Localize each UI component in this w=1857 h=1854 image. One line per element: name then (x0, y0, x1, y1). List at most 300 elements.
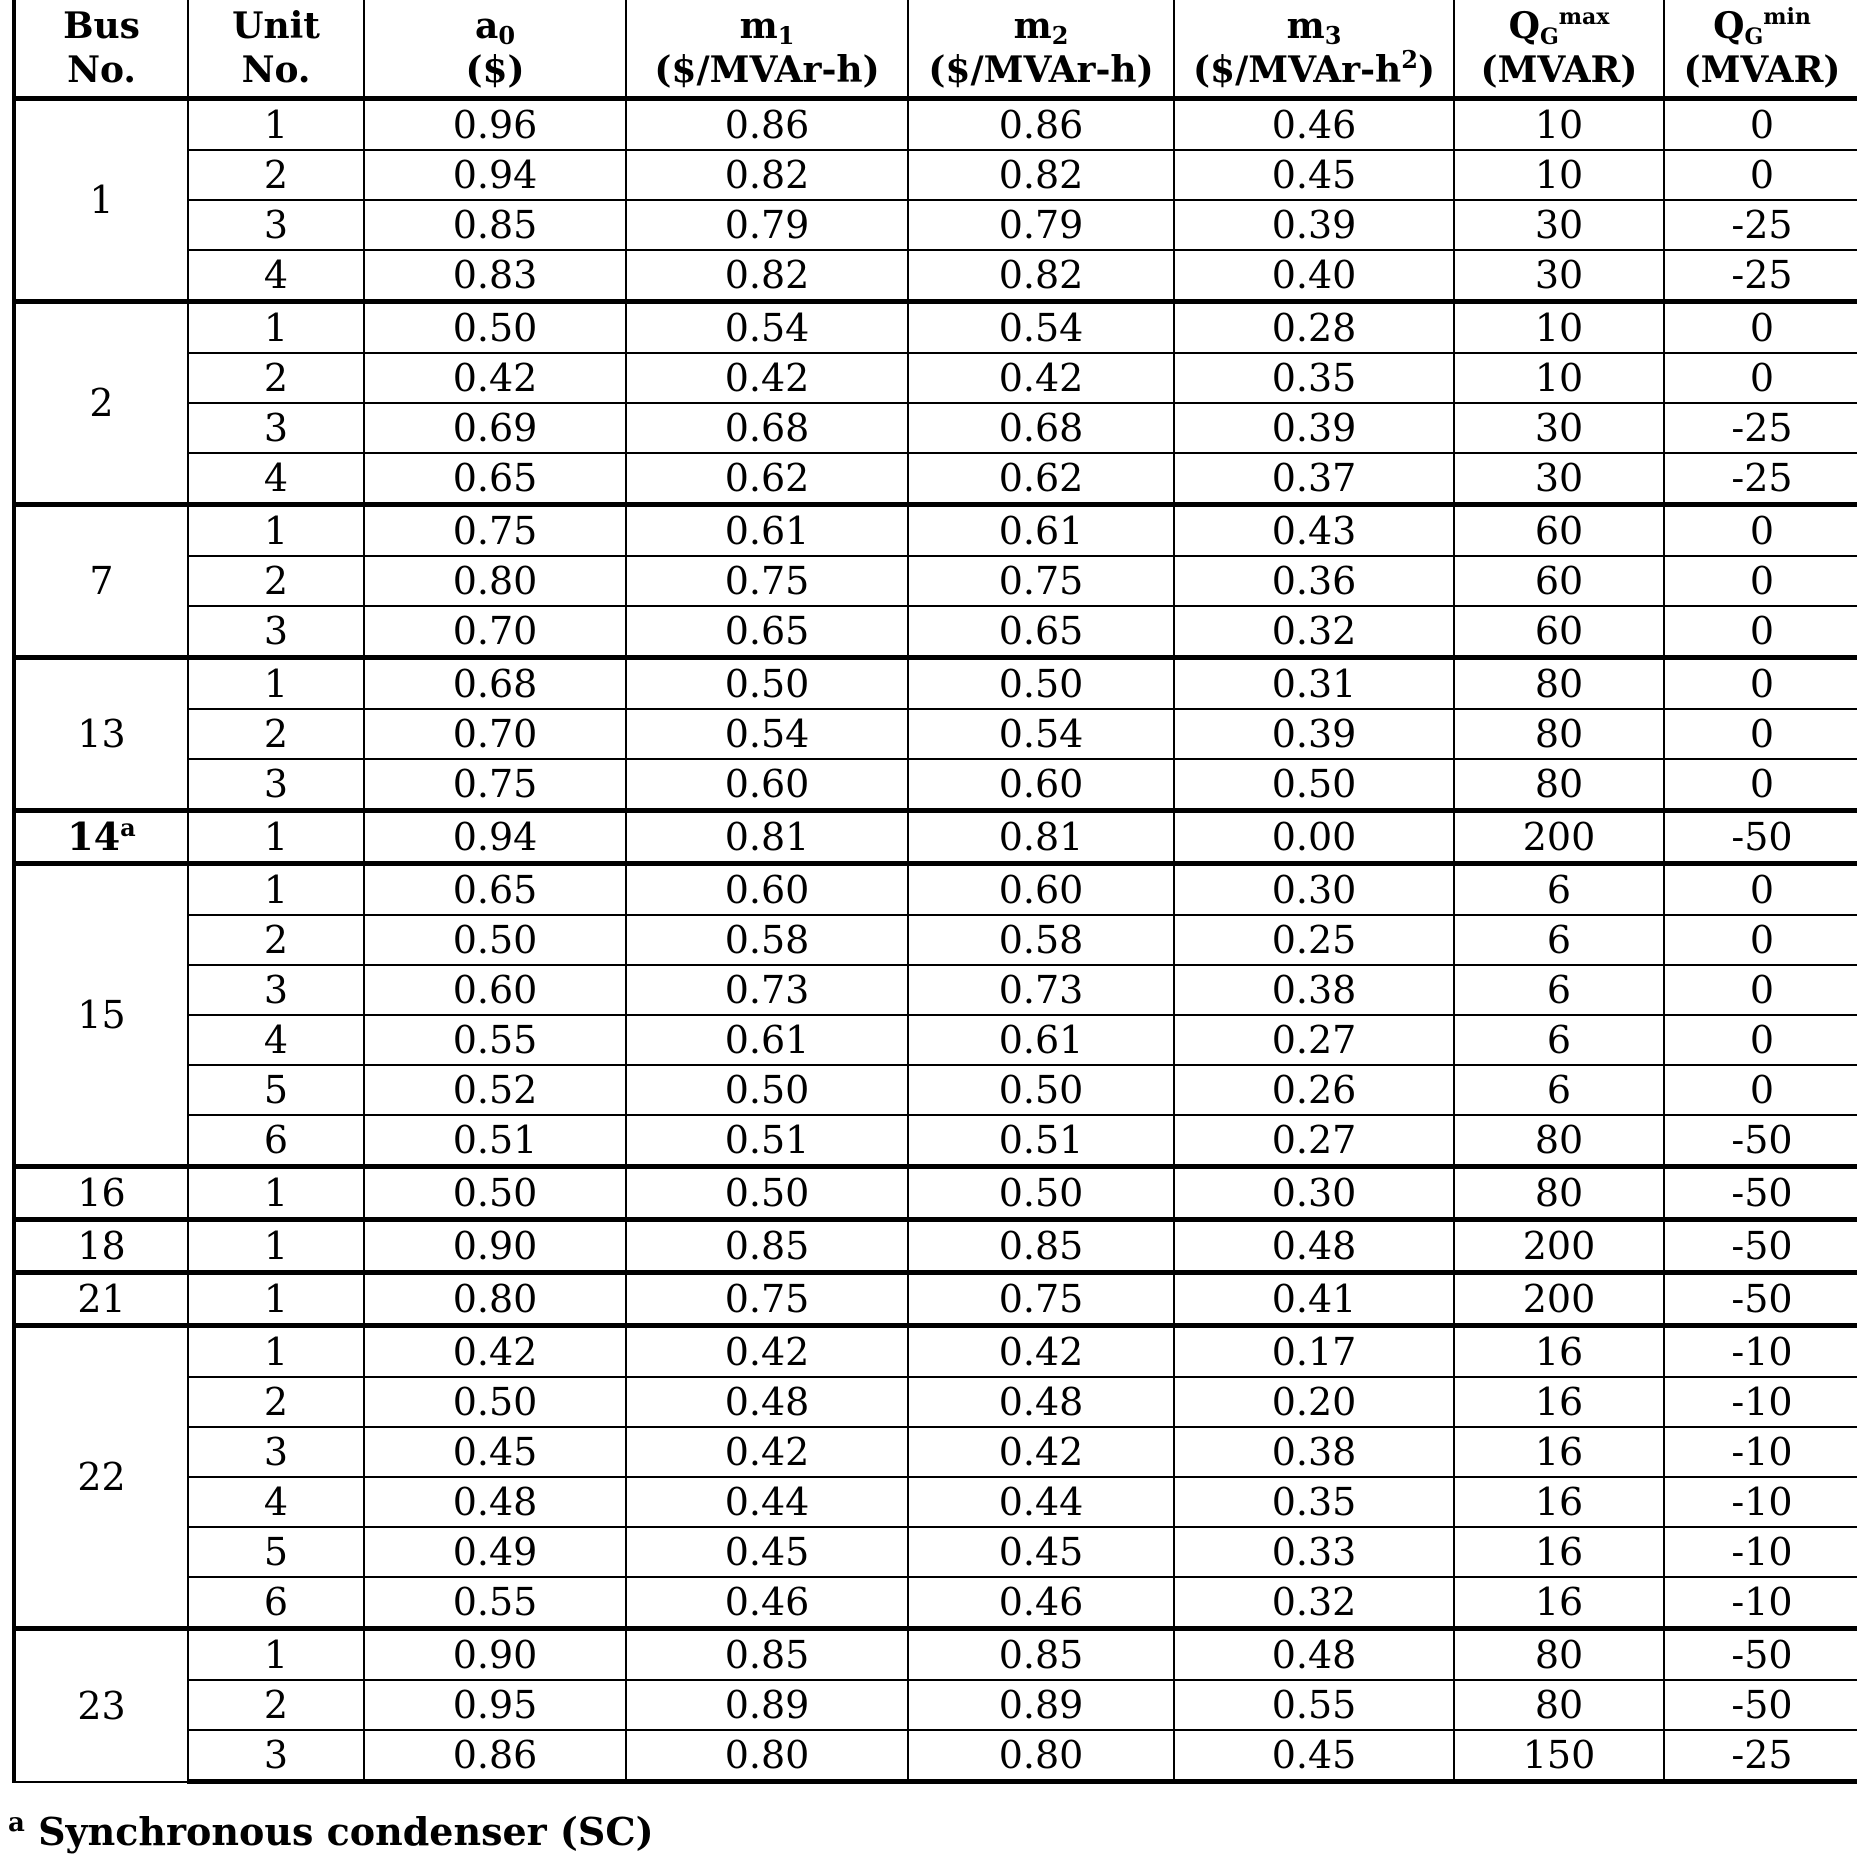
a0-cell: 0.96 (364, 99, 626, 151)
header-m3-sub: 3 (1324, 21, 1342, 50)
m3-cell: 0.17 (1174, 1326, 1454, 1378)
m2-cell: 0.86 (908, 99, 1174, 151)
qg-max-cell: 80 (1454, 1680, 1664, 1730)
bus-no-cell (14, 658, 188, 811)
bus-no-cell (14, 811, 188, 864)
m3-cell: 0.20 (1174, 1377, 1454, 1427)
qg-max-cell: 200 (1454, 1273, 1664, 1326)
table-row (14, 99, 1857, 151)
m2-cell: 0.68 (908, 403, 1174, 453)
qg-min-cell: 0 (1664, 505, 1857, 557)
qg-max-cell: 60 (1454, 505, 1664, 557)
header-qmax-symbol: Q (1508, 5, 1540, 47)
a0-cell: 0.94 (364, 811, 626, 864)
m1-cell: 0.79 (626, 200, 908, 250)
m1-cell: 0.45 (626, 1527, 908, 1577)
m3-cell: 0.55 (1174, 1680, 1454, 1730)
table-row (14, 1629, 1857, 1681)
m2-cell: 0.46 (908, 1577, 1174, 1629)
m2-cell: 0.54 (908, 302, 1174, 354)
a0-cell: 0.65 (364, 864, 626, 916)
header-qmin-sub: G (1744, 24, 1764, 50)
qg-min-cell: -50 (1664, 1167, 1857, 1220)
header-qmin-sup: min (1763, 4, 1811, 30)
qg-min-cell: 0 (1664, 864, 1857, 916)
table-row (14, 403, 1857, 453)
unit-no-cell: 1 (188, 505, 364, 557)
m2-cell: 0.73 (908, 965, 1174, 1015)
m3-cell: 0.00 (1174, 811, 1454, 864)
m1-cell: 0.44 (626, 1477, 908, 1527)
qg-min-cell: -10 (1664, 1377, 1857, 1427)
table-row (14, 200, 1857, 250)
bus-no-cell (14, 1167, 188, 1220)
bus-no: 13 (77, 712, 126, 756)
qg-min-cell: -25 (1664, 453, 1857, 505)
m3-cell: 0.40 (1174, 250, 1454, 302)
a0-cell: 0.90 (364, 1220, 626, 1273)
a0-cell: 0.80 (364, 1273, 626, 1326)
m1-cell: 0.54 (626, 302, 908, 354)
m1-cell: 0.50 (626, 1065, 908, 1115)
header-m3-unit: ($/MVAr-h (1193, 49, 1402, 91)
table-row (14, 1577, 1857, 1629)
header-m2-unit: ($/MVAr-h) (928, 49, 1154, 91)
header-qmin-unit: (MVAR) (1683, 49, 1841, 91)
m3-cell: 0.26 (1174, 1065, 1454, 1115)
m2-cell: 0.54 (908, 709, 1174, 759)
qg-max-cell: 16 (1454, 1477, 1664, 1527)
table-row (14, 1273, 1857, 1326)
m3-cell: 0.38 (1174, 965, 1454, 1015)
qg-max-cell: 16 (1454, 1377, 1664, 1427)
header-m3-symbol: m (1286, 5, 1325, 47)
qg-min-cell: -50 (1664, 1273, 1857, 1326)
qg-max-cell: 80 (1454, 658, 1664, 710)
table-row (14, 505, 1857, 557)
m2-cell: 0.61 (908, 1015, 1174, 1065)
a0-cell: 0.69 (364, 403, 626, 453)
qg-max-cell: 80 (1454, 1115, 1664, 1167)
m3-cell: 0.38 (1174, 1427, 1454, 1477)
header-a0-symbol: a (474, 5, 499, 47)
m3-cell: 0.32 (1174, 606, 1454, 658)
table-row (14, 1065, 1857, 1115)
m2-cell: 0.82 (908, 150, 1174, 200)
qg-min-cell: 0 (1664, 759, 1857, 811)
qg-max-cell: 30 (1454, 403, 1664, 453)
m2-cell: 0.80 (908, 1730, 1174, 1782)
m3-cell: 0.39 (1174, 709, 1454, 759)
a0-cell: 0.49 (364, 1527, 626, 1577)
m2-cell: 0.42 (908, 353, 1174, 403)
table-row (14, 1377, 1857, 1427)
a0-cell: 0.42 (364, 1326, 626, 1378)
m1-cell: 0.86 (626, 99, 908, 151)
unit-no-cell: 2 (188, 709, 364, 759)
m1-cell: 0.54 (626, 709, 908, 759)
m2-cell: 0.82 (908, 250, 1174, 302)
qg-max-cell: 6 (1454, 965, 1664, 1015)
m1-cell: 0.85 (626, 1629, 908, 1681)
header-unit-line2: No. (241, 49, 311, 91)
a0-cell: 0.45 (364, 1427, 626, 1477)
a0-cell: 0.80 (364, 556, 626, 606)
table-row (14, 353, 1857, 403)
m2-cell: 0.42 (908, 1427, 1174, 1477)
qg-min-cell: 0 (1664, 99, 1857, 151)
header-a0-sub: 0 (498, 21, 516, 50)
m3-cell: 0.27 (1174, 1115, 1454, 1167)
header-qmax-sup: max (1558, 4, 1610, 30)
unit-no-cell: 5 (188, 1527, 364, 1577)
qg-max-cell: 30 (1454, 453, 1664, 505)
a0-cell: 0.60 (364, 965, 626, 1015)
m1-cell: 0.50 (626, 1167, 908, 1220)
qg-min-cell: -25 (1664, 1730, 1857, 1782)
a0-cell: 0.85 (364, 200, 626, 250)
m1-cell: 0.89 (626, 1680, 908, 1730)
qg-max-cell: 10 (1454, 353, 1664, 403)
qg-min-cell: -50 (1664, 811, 1857, 864)
m3-cell: 0.39 (1174, 200, 1454, 250)
qg-min-cell: 0 (1664, 606, 1857, 658)
m1-cell: 0.48 (626, 1377, 908, 1427)
unit-no-cell: 2 (188, 1680, 364, 1730)
table-row (14, 965, 1857, 1015)
unit-no-cell: 6 (188, 1115, 364, 1167)
a0-cell: 0.90 (364, 1629, 626, 1681)
qg-max-cell: 80 (1454, 1167, 1664, 1220)
m3-cell: 0.45 (1174, 150, 1454, 200)
m2-cell: 0.79 (908, 200, 1174, 250)
m3-cell: 0.35 (1174, 353, 1454, 403)
unit-no-cell: 3 (188, 759, 364, 811)
m1-cell: 0.85 (626, 1220, 908, 1273)
m1-cell: 0.75 (626, 1273, 908, 1326)
m3-cell: 0.35 (1174, 1477, 1454, 1527)
m2-cell: 0.50 (908, 1065, 1174, 1115)
header-row (14, 0, 1857, 99)
qg-min-cell: -50 (1664, 1629, 1857, 1681)
bus-no-cell (14, 302, 188, 505)
m2-cell: 0.65 (908, 606, 1174, 658)
m2-cell: 0.81 (908, 811, 1174, 864)
m2-cell: 0.85 (908, 1220, 1174, 1273)
bus-no-cell (14, 505, 188, 658)
m3-cell: 0.30 (1174, 1167, 1454, 1220)
unit-no-cell: 2 (188, 1377, 364, 1427)
qg-min-cell: -10 (1664, 1477, 1857, 1527)
footnote-text: Synchronous condenser (SC) (38, 1809, 654, 1854)
a0-cell: 0.86 (364, 1730, 626, 1782)
a0-cell: 0.75 (364, 759, 626, 811)
table-row (14, 606, 1857, 658)
bus-no-cell (14, 1629, 188, 1782)
qg-max-cell: 80 (1454, 1629, 1664, 1681)
a0-cell: 0.70 (364, 606, 626, 658)
m1-cell: 0.62 (626, 453, 908, 505)
table-row (14, 864, 1857, 916)
qg-min-cell: -10 (1664, 1427, 1857, 1477)
header-m3-unit-close: ) (1417, 49, 1435, 91)
qg-min-cell: 0 (1664, 556, 1857, 606)
table-row (14, 453, 1857, 505)
m1-cell: 0.42 (626, 1427, 908, 1477)
header-unit-line1: Unit (232, 5, 320, 47)
bus-no-cell (14, 1273, 188, 1326)
m1-cell: 0.68 (626, 403, 908, 453)
m1-cell: 0.60 (626, 864, 908, 916)
qg-max-cell: 16 (1454, 1326, 1664, 1378)
qg-min-cell: 0 (1664, 658, 1857, 710)
header-qmax-sub: G (1539, 24, 1559, 50)
table-row (14, 1680, 1857, 1730)
qg-min-cell: 0 (1664, 1015, 1857, 1065)
qg-max-cell: 200 (1454, 811, 1664, 864)
unit-no-cell: 2 (188, 915, 364, 965)
qg-max-cell: 10 (1454, 302, 1664, 354)
a0-cell: 0.83 (364, 250, 626, 302)
table-row (14, 811, 1857, 864)
table-row (14, 1477, 1857, 1527)
m2-cell: 0.45 (908, 1527, 1174, 1577)
m2-cell: 0.60 (908, 759, 1174, 811)
qg-max-cell: 6 (1454, 915, 1664, 965)
qg-min-cell: -10 (1664, 1527, 1857, 1577)
unit-no-cell: 3 (188, 606, 364, 658)
unit-no-cell: 2 (188, 556, 364, 606)
header-bus-line1: Bus (63, 5, 140, 47)
m1-cell: 0.46 (626, 1577, 908, 1629)
a0-cell: 0.94 (364, 150, 626, 200)
m3-cell: 0.46 (1174, 99, 1454, 151)
qg-max-cell: 6 (1454, 1015, 1664, 1065)
table-row (14, 1427, 1857, 1477)
header-m3 (1174, 0, 1454, 99)
qg-max-cell: 10 (1454, 150, 1664, 200)
table-row (14, 556, 1857, 606)
qg-max-cell: 80 (1454, 709, 1664, 759)
a0-cell: 0.65 (364, 453, 626, 505)
m3-cell: 0.32 (1174, 1577, 1454, 1629)
header-qmax-unit: (MVAR) (1480, 49, 1638, 91)
qg-min-cell: -50 (1664, 1115, 1857, 1167)
qg-max-cell: 200 (1454, 1220, 1664, 1273)
qg-max-cell: 30 (1454, 200, 1664, 250)
bus-no: 23 (77, 1683, 126, 1728)
unit-no-cell: 5 (188, 1065, 364, 1115)
m3-cell: 0.43 (1174, 505, 1454, 557)
m2-cell: 0.85 (908, 1629, 1174, 1681)
unit-no-cell: 1 (188, 1326, 364, 1378)
m1-cell: 0.73 (626, 965, 908, 1015)
bus-no: 2 (89, 381, 114, 425)
a0-cell: 0.50 (364, 1167, 626, 1220)
unit-no-cell: 3 (188, 403, 364, 453)
bus-no: 14 (67, 814, 121, 859)
m3-cell: 0.30 (1174, 864, 1454, 916)
header-m1 (626, 0, 908, 99)
qg-min-cell: 0 (1664, 353, 1857, 403)
m1-cell: 0.60 (626, 759, 908, 811)
unit-no-cell: 1 (188, 811, 364, 864)
header-qg-min (1664, 0, 1857, 99)
m2-cell: 0.42 (908, 1326, 1174, 1378)
unit-no-cell: 1 (188, 99, 364, 151)
qg-min-cell: -25 (1664, 250, 1857, 302)
table-row (14, 759, 1857, 811)
table-row (14, 150, 1857, 200)
table-row (14, 250, 1857, 302)
a0-cell: 0.50 (364, 1377, 626, 1427)
m2-cell: 0.75 (908, 1273, 1174, 1326)
m3-cell: 0.48 (1174, 1629, 1454, 1681)
footnote-mark: a (8, 1808, 25, 1838)
header-bus-no (14, 0, 188, 99)
bus-no: 15 (77, 993, 126, 1037)
m1-cell: 0.65 (626, 606, 908, 658)
m3-cell: 0.48 (1174, 1220, 1454, 1273)
m3-cell: 0.36 (1174, 556, 1454, 606)
unit-no-cell: 4 (188, 1477, 364, 1527)
header-a0-unit: ($) (465, 49, 525, 91)
qg-min-cell: 0 (1664, 915, 1857, 965)
qg-min-cell: -25 (1664, 200, 1857, 250)
a0-cell: 0.42 (364, 353, 626, 403)
header-bus-line2: No. (67, 49, 136, 91)
bus-no-cell (14, 1326, 188, 1629)
bus-no-cell (14, 864, 188, 1167)
qg-max-cell: 16 (1454, 1527, 1664, 1577)
m1-cell: 0.61 (626, 1015, 908, 1065)
qg-min-cell: -10 (1664, 1577, 1857, 1629)
unit-no-cell: 3 (188, 1427, 364, 1477)
table-row (14, 915, 1857, 965)
header-m1-symbol: m (739, 5, 778, 47)
unit-no-cell: 1 (188, 658, 364, 710)
bus-no-cell (14, 99, 188, 302)
bus-footnote-mark: a (120, 813, 136, 842)
header-m2-sub: 2 (1051, 21, 1069, 50)
m1-cell: 0.42 (626, 1326, 908, 1378)
bus-no: 21 (77, 1277, 126, 1321)
unit-no-cell: 2 (188, 353, 364, 403)
table-row (14, 1527, 1857, 1577)
m2-cell: 0.50 (908, 1167, 1174, 1220)
header-m2 (908, 0, 1174, 99)
bus-no: 18 (77, 1224, 126, 1268)
qg-max-cell: 150 (1454, 1730, 1664, 1782)
header-m3-unit-sup: 2 (1401, 45, 1418, 74)
unit-no-cell: 4 (188, 1015, 364, 1065)
bus-no: 22 (77, 1455, 126, 1499)
unit-no-cell: 1 (188, 1273, 364, 1326)
m2-cell: 0.44 (908, 1477, 1174, 1527)
a0-cell: 0.68 (364, 658, 626, 710)
unit-no-cell: 1 (188, 302, 364, 354)
m1-cell: 0.82 (626, 150, 908, 200)
m3-cell: 0.37 (1174, 453, 1454, 505)
unit-no-cell: 4 (188, 453, 364, 505)
a0-cell: 0.95 (364, 1680, 626, 1730)
a0-cell: 0.55 (364, 1015, 626, 1065)
m2-cell: 0.89 (908, 1680, 1174, 1730)
unit-no-cell: 1 (188, 864, 364, 916)
m2-cell: 0.51 (908, 1115, 1174, 1167)
qg-min-cell: 0 (1664, 1065, 1857, 1115)
table-row (14, 1326, 1857, 1378)
bus-no-cell (14, 1220, 188, 1273)
m3-cell: 0.33 (1174, 1527, 1454, 1577)
qg-max-cell: 16 (1454, 1427, 1664, 1477)
header-unit-no (188, 0, 364, 99)
table-body (14, 99, 1857, 1782)
m3-cell: 0.27 (1174, 1015, 1454, 1065)
a0-cell: 0.75 (364, 505, 626, 557)
table-row (14, 709, 1857, 759)
bus-no: 7 (89, 559, 114, 603)
m3-cell: 0.45 (1174, 1730, 1454, 1782)
a0-cell: 0.52 (364, 1065, 626, 1115)
qg-max-cell: 60 (1454, 606, 1664, 658)
qg-min-cell: -50 (1664, 1220, 1857, 1273)
m3-cell: 0.31 (1174, 658, 1454, 710)
qg-min-cell: 0 (1664, 150, 1857, 200)
table-row (14, 1167, 1857, 1220)
table-row (14, 1115, 1857, 1167)
unit-no-cell: 3 (188, 200, 364, 250)
unit-no-cell: 2 (188, 150, 364, 200)
m1-cell: 0.75 (626, 556, 908, 606)
unit-no-cell: 1 (188, 1220, 364, 1273)
header-m2-symbol: m (1013, 5, 1052, 47)
m3-cell: 0.50 (1174, 759, 1454, 811)
qg-min-cell: -25 (1664, 403, 1857, 453)
m1-cell: 0.50 (626, 658, 908, 710)
qg-max-cell: 60 (1454, 556, 1664, 606)
unit-no-cell: 1 (188, 1167, 364, 1220)
qg-min-cell: 0 (1664, 302, 1857, 354)
unit-no-cell: 3 (188, 1730, 364, 1782)
bus-no: 16 (77, 1171, 126, 1215)
qg-max-cell: 10 (1454, 99, 1664, 151)
a0-cell: 0.51 (364, 1115, 626, 1167)
table-row (14, 1220, 1857, 1273)
qg-min-cell: 0 (1664, 965, 1857, 1015)
m1-cell: 0.42 (626, 353, 908, 403)
qg-min-cell: -10 (1664, 1326, 1857, 1378)
m2-cell: 0.58 (908, 915, 1174, 965)
qg-max-cell: 16 (1454, 1577, 1664, 1629)
header-a0 (364, 0, 626, 99)
header-qmin-symbol: Q (1713, 5, 1745, 47)
table-row (14, 1730, 1857, 1782)
table-header (14, 0, 1857, 99)
unit-no-cell: 1 (188, 1629, 364, 1681)
m1-cell: 0.80 (626, 1730, 908, 1782)
table-row (14, 1015, 1857, 1065)
a0-cell: 0.50 (364, 915, 626, 965)
qg-min-cell: 0 (1664, 709, 1857, 759)
m1-cell: 0.58 (626, 915, 908, 965)
qg-max-cell: 30 (1454, 250, 1664, 302)
m1-cell: 0.82 (626, 250, 908, 302)
table-row (14, 302, 1857, 354)
header-qg-max (1454, 0, 1664, 99)
qg-max-cell: 6 (1454, 1065, 1664, 1115)
qg-max-cell: 80 (1454, 759, 1664, 811)
